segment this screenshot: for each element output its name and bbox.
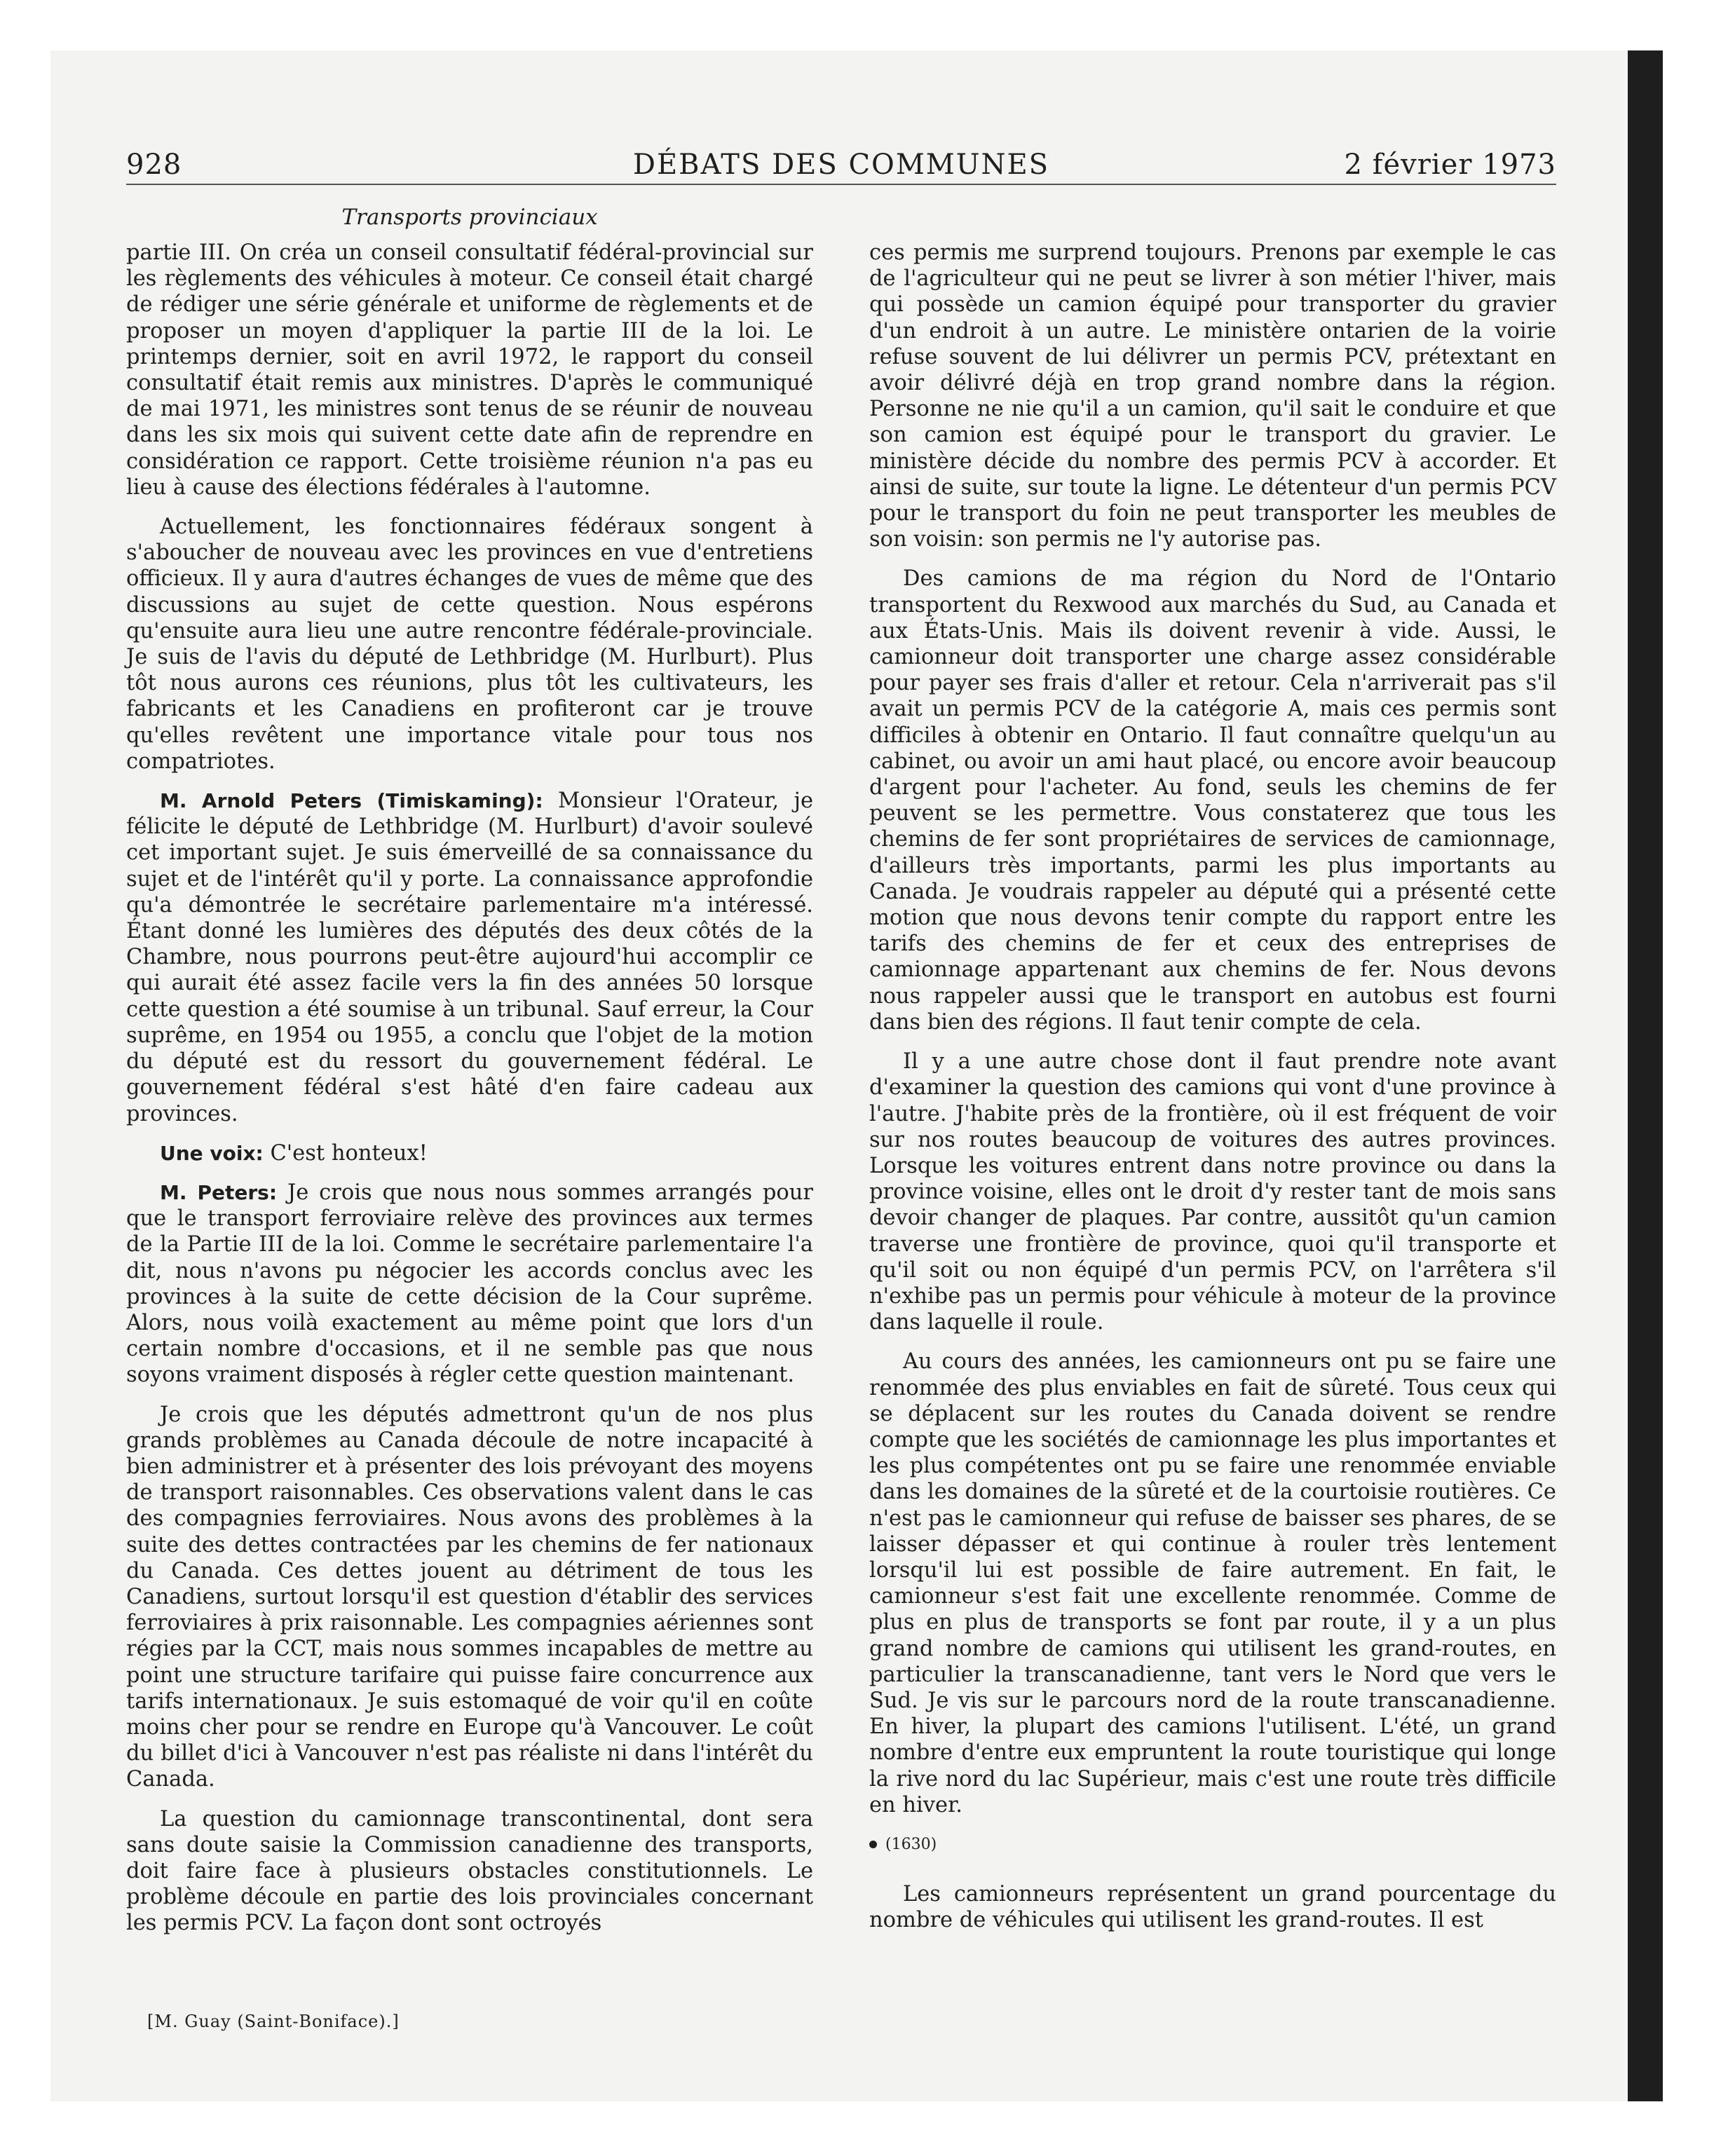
time-marker <box>869 1831 1556 1857</box>
speaker-name: Une voix: <box>160 1141 264 1165</box>
speech-text: C'est honteux! <box>263 1140 428 1166</box>
scan-edge-bar <box>1628 50 1663 2101</box>
paragraph: Les camionneurs représentent un grand pourcentage du nombre de véhicules qui utilisent les grand-routes. Il est <box>869 1882 1556 1933</box>
speech-paragraph <box>126 1180 813 1389</box>
header-rule <box>126 184 1556 185</box>
page-header <box>126 149 1556 188</box>
speech-text: Monsieur l'Orateur, je félicite le député de Lethbridge (M. Hurlburt) d'avoir soulevé cet important sujet. Je suis émerveillé de sa connaissance du sujet et de l'intérêt qu'il y porte. La connaissance approfondie qu'a démontrée le secrétaire parlementaire m'a intéressé. Étant donné les lumières des députés des deux côtés de la Chambre, nous pourrons peut-être aujourd'hui accomplir ce qui aurait été assez facile vers la fin des années 50 lorsque cette question a été soumise à un tribunal. Sauf erreur, la Cour suprême, en 1954 ou 1955, a conclu que l'objet de la motion du député est du ressort du gouvernement fédéral. Le gouvernement fédéral s'est hâté d'en faire cadeau aux provinces. <box>126 789 814 1126</box>
speaker-name: M. Peters: <box>160 1180 278 1204</box>
speech-text: Je crois que nous nous sommes arrangés pour que le transport ferroviaire relève des provinces aux termes de la Partie III de la loi. Comme le secrétaire parlementaire l'a dit, nous n'avons pu négocier les accords conclus avec les provinces à la suite de cette décision de la Cour suprême. Alors, nous voilà exactement au même point que lors d'un certain nombre d'occasions, et il ne semble pas que nous soyons vraiment disposés à régler cette question maintenant. <box>126 1180 814 1388</box>
paragraph: Il y a une autre chose dont il faut prendre note avant d'examiner la question des camions qui vont d'une province à l'autre. J'habite près de la frontière, où il est fréquent de voir sur nos routes beaucoup de voitures des autres provinces. Lorsque les voitures entrent dans notre province ou dans la province voisine, elles ont le droit d'y rester tant de mois sans devoir changer de plaques. Par contre, aussitôt qu'un camion traverse une frontière de province, quoi qu'il transporte et qu'il soit ou non équipé d'un permis PCV, on l'arrêtera s'il n'exhibe pas un permis pour véhicule à moteur de la province dans laquelle il roule. <box>869 1049 1556 1335</box>
right-column <box>869 240 1556 1947</box>
paragraph: Je crois que les députés admettront qu'un de nos plus grands problèmes au Canada découle de notre incapacité à bien administrer et à présenter des lois prévoyant des moyens de transport raisonnables. Ces observations valent dans le cas des compagnies ferroviaires. Nous avons des problèmes à la suite des dettes contractées par les chemins de fer nationaux du Canada. Ces dettes jouent au détriment de tous les Canadiens, surtout lorsqu'il est question d'établir des services ferroviaires à prix raisonnable. Les compagnies aériennes sont régies par la CCT, mais nous sommes incapables de mettre au point une structure tarifaire qui puisse faire concurrence aux tarifs internationaux. Je suis estomaqué de voir qu'il en coûte moins cher pour se rendre en Europe qu'à Vancouver. Le coût du billet d'ici à Vancouver n'est pas réaliste ni dans l'intérêt du Canada. <box>126 1402 813 1792</box>
paragraph: ces permis me surprend toujours. Prenons par exemple le cas de l'agriculteur qui ne peut se livrer à son métier l'hiver, mais qui possède un camion équipé pour transporter du gravier d'un endroit à un autre. Le ministère ontarien de la voirie refuse souvent de lui délivrer un permis PCV, prétextant en avoir délivré déjà en trop grand nombre dans la région. Personne ne nie qu'il a un camion, qu'il sait le conduire et que son camion est équipé pour le transport du gravier. Le ministère décide du nombre des permis PCV à accorder. Et ainsi de suite, sur toute la ligne. Le détenteur d'un permis PCV pour le transport du foin ne peut transporter les meubles de son voisin: son permis ne l'y autorise pas. <box>869 240 1556 552</box>
paragraph: Au cours des années, les camionneurs ont pu se faire une renommée des plus enviables en fait de sûreté. Tous ceux qui se déplacent sur les routes du Canada doivent se rendre compte que les sociétés de camionnage les plus importantes et les plus compétentes ont pu se faire une renommée enviable dans les domaines de la sûreté et de la courtoisie routières. Ce n'est pas le camionneur qui refuse de baisser ses phares, de se laisser dépasser et qui continue à rouler très lentement lorsqu'il lui est possible de faire autrement. En fait, le camionneur s'est fait une excellente renommée. Comme de plus en plus de transports se font par route, il y a un plus grand nombre de camions qui utilisent les grand-routes, en particulier la transcanadienne, tant vers le Nord que vers le Sud. Je vis sur le parcours nord de la route transcanadienne. En hiver, la plupart des camions l'utilisent. L'été, un grand nombre d'entre eux empruntent la route touristique qui longe la rive nord du lac Supérieur, mais c'est une route très difficile en hiver. <box>869 1349 1556 1817</box>
time-marker-text: (1630) <box>885 1835 937 1853</box>
paragraph: La question du camionnage transcontinental, dont sera sans doute saisie la Commission canadienne des transports, doit faire face à plusieurs obstacles constitutionnels. Le problème découle en partie des lois provinciales concernant les permis PCV. La façon dont sont octroyés <box>126 1806 813 1936</box>
footer-note: [M. Guay (Saint-Boniface).] <box>147 2012 400 2031</box>
speech-paragraph <box>126 1140 813 1166</box>
page-date: 2 février 1973 <box>1344 149 1556 181</box>
bullet-icon <box>869 1841 877 1848</box>
left-column <box>126 240 813 1950</box>
page-number: 928 <box>126 149 182 181</box>
paragraph: Actuellement, les fonctionnaires fédéraux songent à s'aboucher de nouveau avec les provinces en vue d'entretiens officieux. Il y aura d'autres échanges de vues de même que des discussions au sujet de cette question. Nous espérons qu'ensuite aura lieu une autre rencontre fédérale-provinciale. Je suis de l'avis du député de Lethbridge (M. Hurlburt). Plus tôt nous aurons ces réunions, plus tôt les cultivateurs, les fabricants et les Canadiens en profiteront car je trouve qu'elles revêtent une importance vitale pour tous nos compatriotes. <box>126 514 813 774</box>
publication-title: DÉBATS DES COMMUNES <box>632 149 1050 181</box>
speaker-name: M. Arnold Peters (Timiskaming): <box>160 789 543 813</box>
paragraph: partie III. On créa un conseil consultatif fédéral-provincial sur les règlements des véhicules à moteur. Ce conseil était chargé de rédiger une série générale et uniforme de règlements et de proposer un moyen d'appliquer la partie III de la loi. Le printemps dernier, soit en avril 1972, le rapport du conseil consultatif était remis aux ministres. D'après le communiqué de mai 1971, les ministres sont tenus de se réunir de nouveau dans les six mois qui suivent cette date afin de reprendre en considération ce rapport. Cette troisième réunion n'a pas eu lieu à cause des élections fédérales à l'automne. <box>126 240 813 500</box>
running-head: Transports provinciaux <box>341 205 598 230</box>
speech-paragraph <box>126 788 813 1127</box>
paragraph: Des camions de ma région du Nord de l'Ontario transportent du Rexwood aux marchés du Sud, au Canada et aux États-Unis. Mais ils doivent revenir à vide. Aussi, le camionneur doit transporter une charge assez considérable pour payer ses frais d'aller et retour. Cela n'arriverait pas s'il avait un permis PCV de la catégorie A, mais ces permis sont difficiles à obtenir en Ontario. Il faut connaître quelqu'un au cabinet, ou avoir un ami haut placé, ou encore avoir beaucoup d'argent pour l'acheter. Au fond, seuls les chemins de fer peuvent se les permettre. Vous constaterez que tous les chemins de fer sont propriétaires de services de camionnage, d'ailleurs très importants, parmi les plus importants au Canada. Je voudrais rappeler au député qui a présenté cette motion que nous devons tenir compte du rapport entre les tarifs des chemins de fer et ceux des entreprises de camionnage appartenant aux chemins de fer. Nous devons nous rappeler aussi que le transport en autobus est fourni dans bien des régions. Il faut tenir compte de cela. <box>869 566 1556 1035</box>
